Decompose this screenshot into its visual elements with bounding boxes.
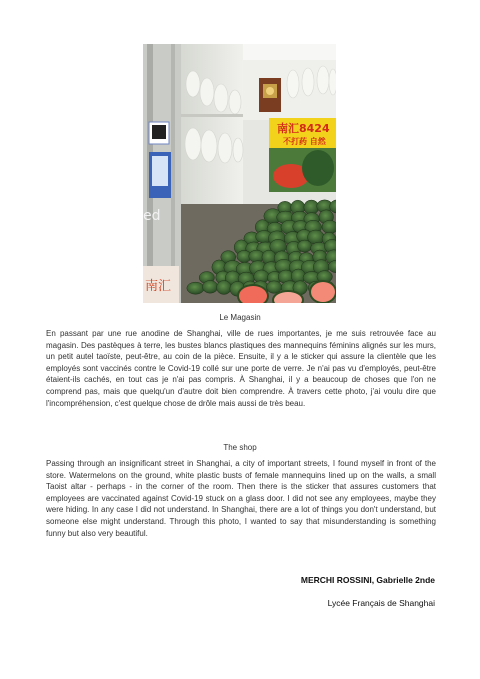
sign-price-text: 南汇8424 bbox=[277, 122, 330, 135]
french-paragraph: En passant par une rue anodine de Shanghai, ville de rues importantes, je me suis retrouvée face au magasin. Des pastèques à terre, les bustes blancs plastiques des mannequins féminins alignés sur les murs, un petit autel taoïste, peut-être, au coin de la pièce. Ensuite, il y a le sticker qui assure la clientèle que les employés sont vaccinés contre le Covid-19 collé sur une porte de verre. Je n'ai pas vu d'employés, peut-être étaient-ils cachés, en tout cas je n'ai pas compris. À Shanghai, il y a beaucoup de choses que l'on ne comprend pas, mais que quelqu'un d'autre doit bien comprendre. À travers cette photo, j'ai voulu dire que l'incompréhension, c'est quelque chose de drôle mais aussi de très beau. bbox=[46, 329, 436, 408]
wall-red-text: 南汇 bbox=[145, 279, 172, 294]
door-text: ed bbox=[143, 208, 161, 224]
english-title: The shop bbox=[223, 443, 257, 452]
sign-sub-text: 不打药 自然 bbox=[283, 137, 326, 146]
author-signature: MERCHI ROSSINI, Gabrielle 2nde bbox=[300, 575, 435, 585]
school-name: Lycée Français de Shanghai bbox=[327, 598, 435, 608]
english-paragraph: Passing through an insignificant street in Shanghai, a city of important streets, I found myself in front of the store. Watermelons on the ground, white plastic busts of female mannequins lined up on the walls, a small Taoist altar - perhaps - in the corner of the room. Then there is the sticker that assures customers that employees are vaccinated against Covid-19 stuck on a glass door. I did not see any employees, maybe they were hiding. In any case I did not understand. In Shanghai, there are a lot of things you don't understand, but someone else might understand. Through this photo, I wanted to say that misunderstanding is something funny but also very beautiful. bbox=[46, 459, 436, 538]
french-title: Le Magasin bbox=[219, 313, 261, 322]
shop-photo bbox=[143, 44, 336, 303]
